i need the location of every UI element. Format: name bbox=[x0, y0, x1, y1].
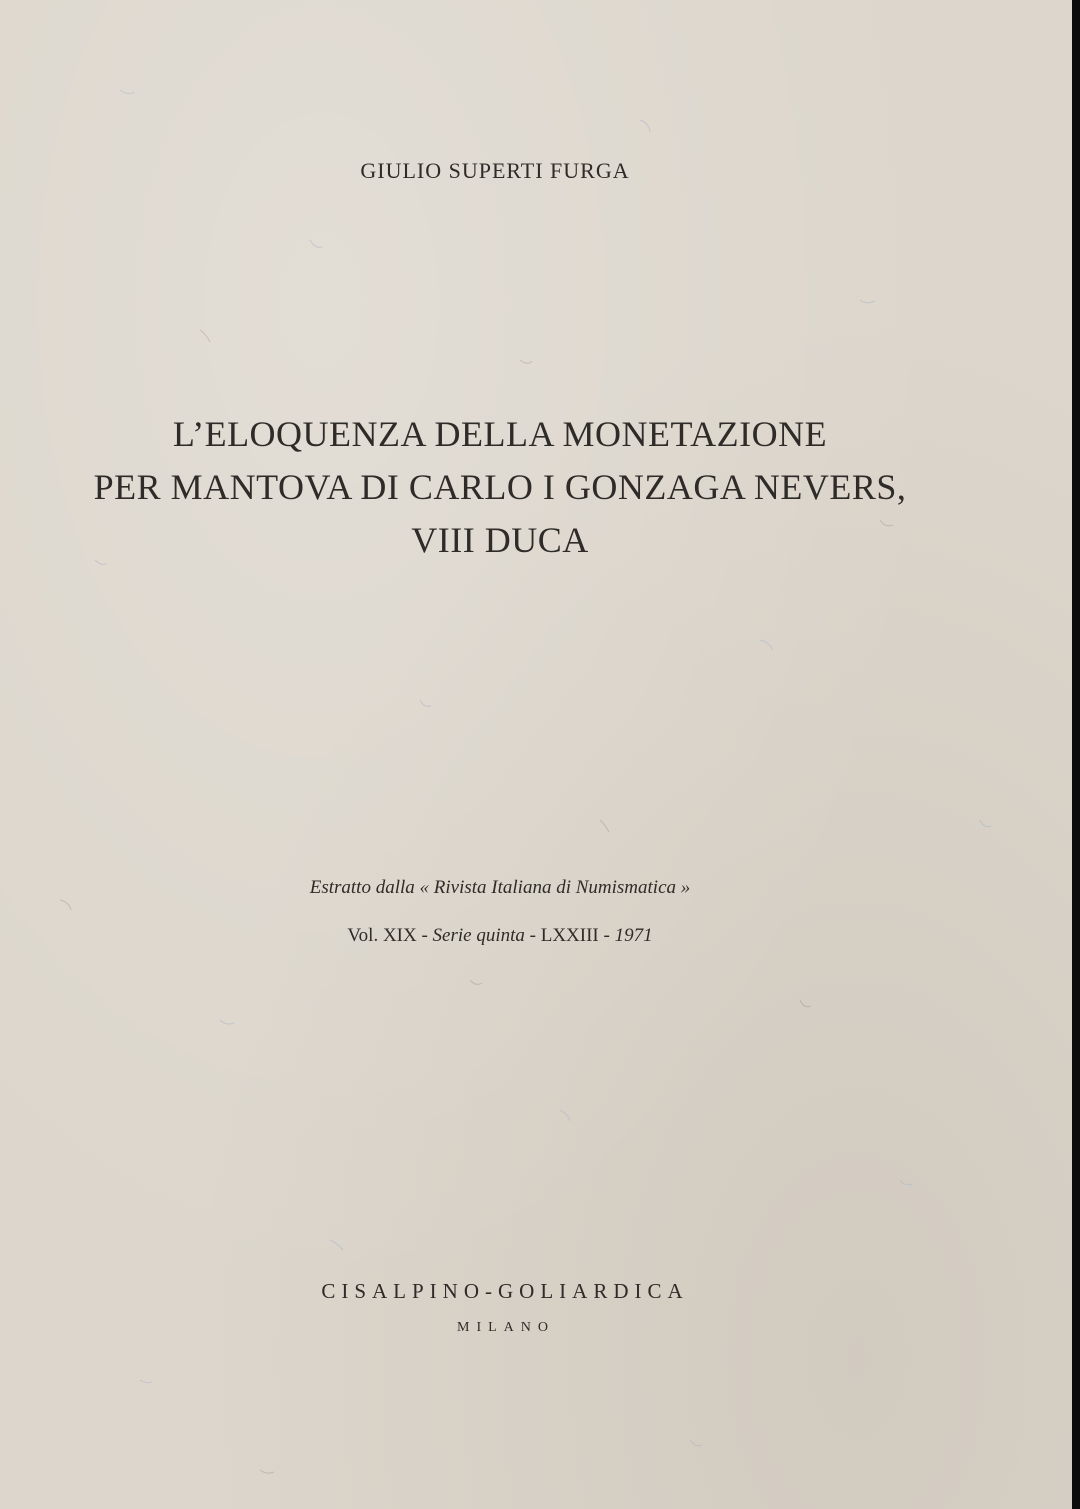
document-title bbox=[0, 408, 1000, 567]
author-name: GIULIO SUPERTI FURGA bbox=[360, 158, 630, 183]
publication-year: 1971 bbox=[614, 925, 653, 946]
title-line-2: PER MANTOVA DI CARLO I GONZAGA NEVERS, bbox=[93, 467, 907, 507]
series-label: Serie quinta bbox=[432, 925, 525, 946]
volume-number: Vol. XIX bbox=[347, 925, 417, 946]
issue-number: LXXIII bbox=[540, 925, 599, 946]
extract-note: Estratto dalla « Rivista Italiana di Numismatica » bbox=[309, 877, 691, 898]
title-line-3: VIII DUCA bbox=[411, 520, 589, 560]
title-line-1: L’ELOQUENZA DELLA MONETAZIONE bbox=[172, 414, 828, 454]
publisher-name: CISALPINO-GOLIARDICA bbox=[321, 1279, 689, 1303]
separator: - bbox=[416, 925, 433, 946]
separator: - bbox=[524, 925, 541, 946]
scan-edge bbox=[1072, 0, 1080, 1509]
publisher-city: MILANO bbox=[457, 1320, 555, 1335]
volume-info bbox=[0, 925, 1000, 947]
separator: - bbox=[598, 925, 615, 946]
